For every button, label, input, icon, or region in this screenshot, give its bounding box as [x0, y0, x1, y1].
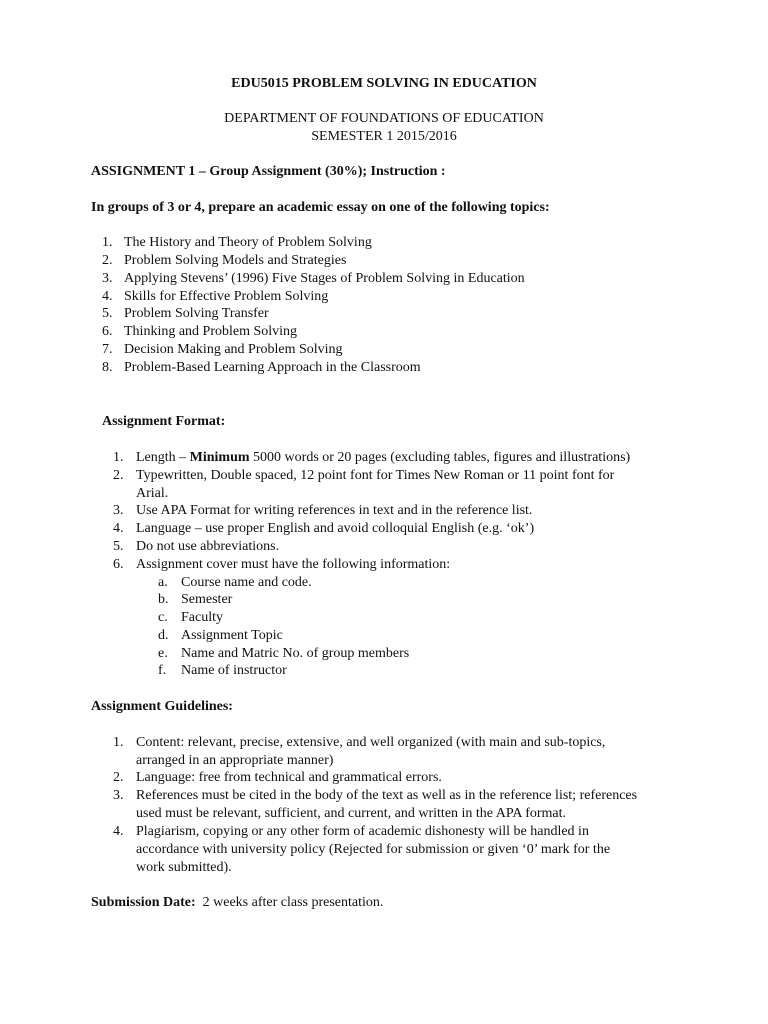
topic-text: Thinking and Problem Solving [124, 324, 298, 339]
list-number: 1. [102, 235, 113, 250]
list-letter: e. [158, 646, 168, 661]
list-number: 3. [113, 503, 124, 518]
list-number: 4. [113, 521, 124, 536]
list-number: 3. [113, 788, 124, 803]
guideline-text: Language: free from technical and grammatical errors. [136, 770, 442, 785]
list-number: 6. [102, 324, 113, 339]
guideline-text-cont: used must be relevant, sufficient, and current, and written in the APA format. [136, 806, 567, 821]
list-number: 4. [102, 289, 113, 304]
list-number: 1. [113, 735, 124, 750]
format-text: Do not use abbreviations. [136, 539, 280, 554]
list-number: 1. [113, 450, 124, 465]
topic-text: Problem-Based Learning Approach in the Classroom [124, 360, 421, 375]
list-letter: d. [158, 628, 169, 643]
semester-line: SEMESTER 1 2015/2016 [311, 129, 457, 144]
cover-item-text: Assignment Topic [181, 628, 283, 643]
format-text-post: 5000 words or 20 pages (excluding tables, figures and illustrations) [249, 450, 631, 465]
cover-item-text: Course name and code. [181, 575, 312, 590]
format-text: Typewritten, Double spaced, 12 point font for Times New Roman or 11 point font for [136, 468, 615, 483]
list-number: 6. [113, 557, 124, 572]
groups-instruction: In groups of 3 or 4, prepare an academic essay on one of the following topics: [91, 200, 550, 215]
topic-text: Problem Solving Transfer [124, 306, 269, 321]
submission-value: 2 weeks after class presentation. [195, 895, 384, 910]
cover-item-text: Semester [181, 592, 233, 607]
format-heading: Assignment Format: [102, 414, 226, 429]
list-number: 2. [113, 468, 124, 483]
guideline-text: Plagiarism, copying or any other form of academic dishonesty will be handled in [136, 824, 589, 839]
format-text-cont: Arial. [136, 486, 169, 501]
list-number: 5. [102, 306, 113, 321]
submission-line [91, 894, 383, 912]
guideline-text-cont: accordance with university policy (Rejected for submission or given ‘0’ mark for the [136, 842, 611, 857]
guideline-text: References must be cited in the body of the text as well as in the reference list; references [136, 788, 638, 803]
guideline-text-cont: work submitted). [136, 860, 232, 875]
list-letter: f. [158, 663, 167, 678]
cover-item-text: Faculty [181, 610, 223, 625]
guideline-text: Content: relevant, precise, extensive, and well organized (with main and sub-topics, [136, 735, 606, 750]
cover-item-text: Name of instructor [181, 663, 287, 678]
list-letter: b. [158, 592, 169, 607]
topic-text: Decision Making and Problem Solving [124, 342, 343, 357]
assignment-line: ASSIGNMENT 1 – Group Assignment (30%); Instruction : [91, 164, 446, 179]
topic-text: The History and Theory of Problem Solving [124, 235, 372, 250]
format-text: Assignment cover must have the following information: [136, 557, 451, 572]
list-number: 3. [102, 271, 113, 286]
topic-text: Skills for Effective Problem Solving [124, 289, 329, 304]
topic-text: Problem Solving Models and Strategies [124, 253, 347, 268]
list-number: 5. [113, 539, 124, 554]
minimum-emphasis: Minimum [189, 450, 250, 465]
list-number: 7. [102, 342, 113, 357]
guideline-text-cont: arranged in an appropriate manner) [136, 753, 334, 768]
topic-text: Applying Stevens’ (1996) Five Stages of Problem Solving in Education [124, 271, 525, 286]
submission-label: Submission Date: [91, 895, 196, 910]
list-number: 2. [113, 770, 124, 785]
department-name: DEPARTMENT OF FOUNDATIONS OF EDUCATION [224, 111, 544, 126]
cover-item-text: Name and Matric No. of group members [181, 646, 410, 661]
guidelines-heading: Assignment Guidelines: [91, 699, 233, 714]
list-letter: a. [158, 575, 168, 590]
list-number: 4. [113, 824, 124, 839]
format-text [136, 449, 630, 467]
format-text: Language – use proper English and avoid colloquial English (e.g. ‘ok’) [136, 521, 535, 536]
list-number: 2. [102, 253, 113, 268]
course-title: EDU5015 PROBLEM SOLVING IN EDUCATION [231, 76, 537, 91]
format-text-pre: Length – [136, 450, 190, 465]
list-number: 8. [102, 360, 113, 375]
format-text: Use APA Format for writing references in text and in the reference list. [136, 503, 533, 518]
list-letter: c. [158, 610, 168, 625]
